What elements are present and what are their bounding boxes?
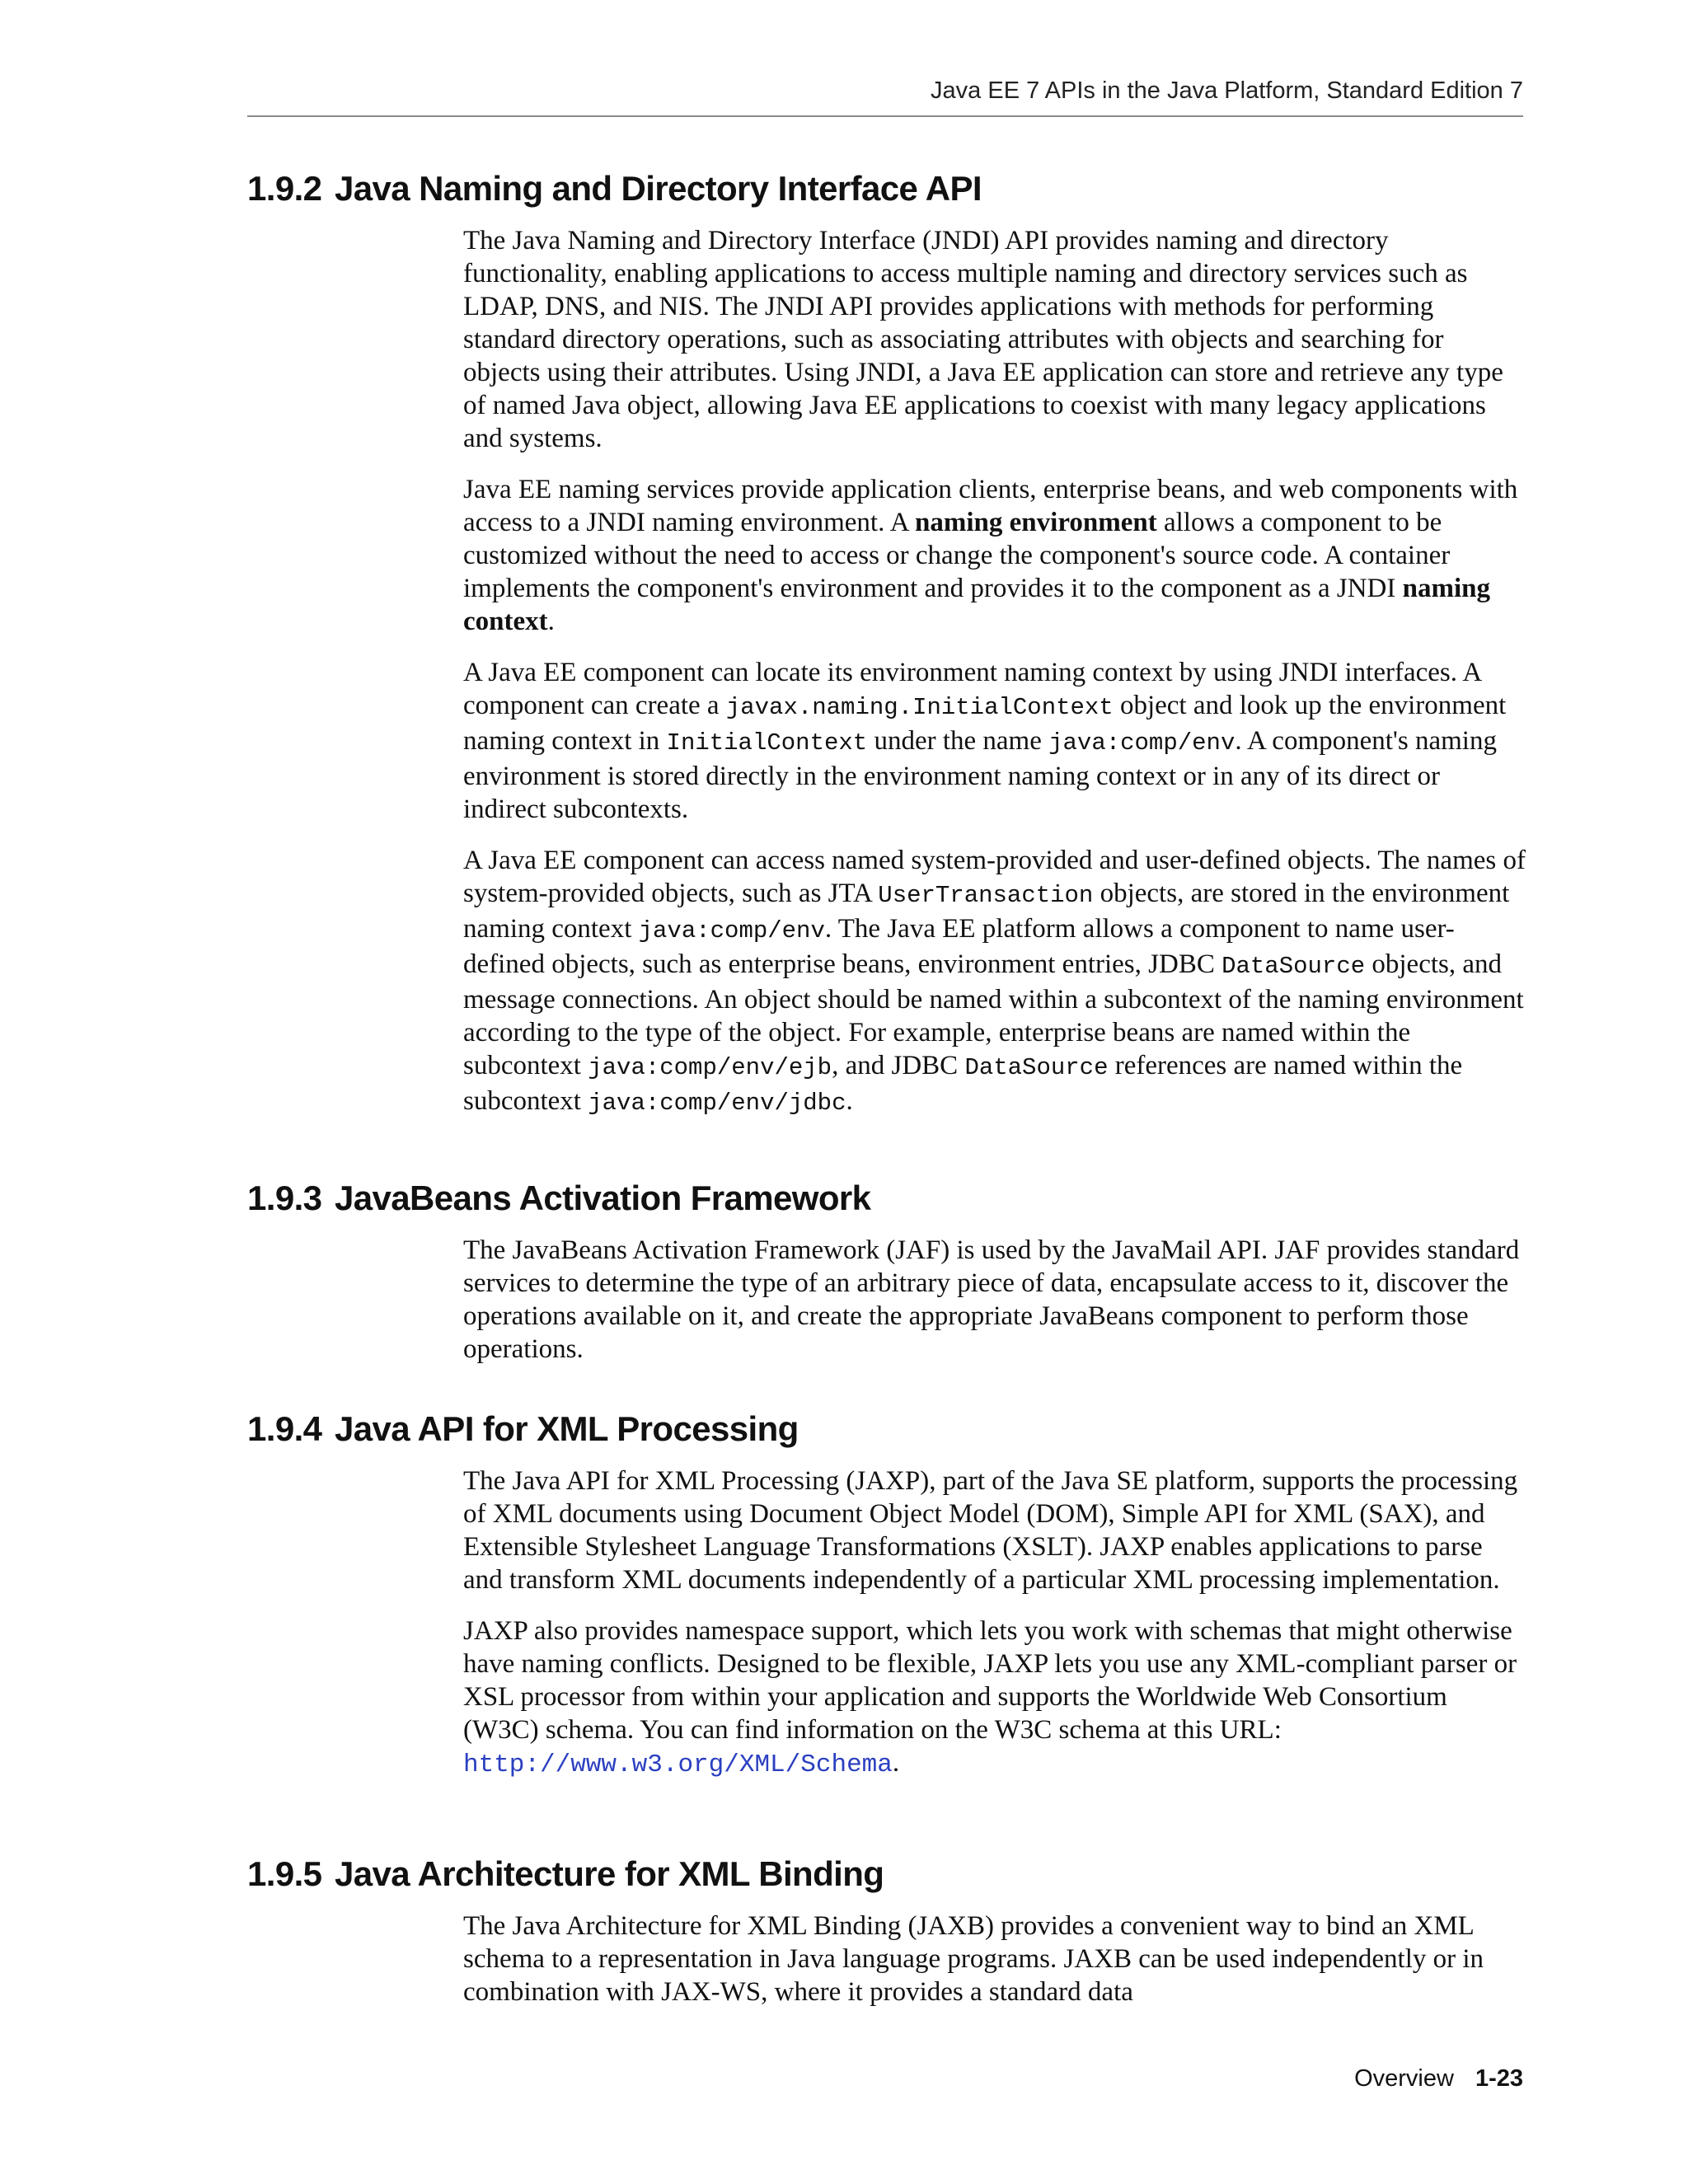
paragraph-text: objects, and message connections. An object should be named within a subcontext of the naming environment according to the type of the object. For example, enterprise beans are named within the subcontext bbox=[463, 949, 1524, 1080]
defined-term: naming context bbox=[463, 574, 1491, 636]
paragraph bbox=[463, 1615, 1526, 1782]
defined-term: naming environment bbox=[915, 508, 1157, 537]
section-title: Java API for XML Processing bbox=[335, 1409, 799, 1448]
paragraph bbox=[463, 224, 1526, 455]
paragraph-text: Java EE naming services provide application clients, enterprise beans, and web components with access to a JNDI naming environment. A bbox=[463, 475, 1518, 537]
paragraph-text: . The Java EE platform allows a component to name user-defined objects, such as enterprise beans, environment entries, JDBC bbox=[463, 914, 1455, 979]
paragraph bbox=[463, 1465, 1526, 1596]
code-literal: java:comp/env/jdbc bbox=[588, 1090, 846, 1117]
section-number: 1.9.2 bbox=[247, 169, 322, 208]
code-literal: DataSource bbox=[964, 1054, 1109, 1081]
code-literal: javax.naming.InitialContext bbox=[725, 694, 1114, 721]
footer-chapter: Overview bbox=[1354, 2065, 1454, 2092]
page-number: 1-23 bbox=[1475, 2065, 1523, 2092]
page-footer bbox=[1354, 2065, 1523, 2093]
section-title: JavaBeans Activation Framework bbox=[335, 1179, 871, 1217]
section-heading-1-9-2 bbox=[247, 169, 982, 209]
page-header bbox=[247, 73, 1523, 117]
paragraph-text: A Java EE component can access named system-provided and user-defined objects. The names of system-provided objects, such as JTA bbox=[463, 846, 1526, 908]
paragraph-text: The Java Naming and Directory Interface (JNDI) API provides naming and directory functionality, enabling applications to access multiple naming and directory services such as LDAP, DNS, and NIS. The JNDI API provides applications with methods for performing standard directory operations, such as associating attributes with objects and searching for objects using their attributes. Using JNDI, a Java EE application can store and retrieve any type of named Java object, allowing Java EE applications to coexist with many legacy applications and systems. bbox=[463, 226, 1503, 453]
paragraph-text: A Java EE component can locate its environment naming context by using JNDI interfaces. A component can create a bbox=[463, 658, 1481, 720]
code-literal: InitialContext bbox=[666, 729, 868, 757]
running-title: Java EE 7 APIs in the Java Platform, Standard Edition 7 bbox=[931, 77, 1523, 104]
schema-url-link[interactable]: http://www.w3.org/XML/Schema bbox=[463, 1750, 893, 1779]
paragraph-text: . bbox=[547, 607, 555, 636]
paragraph-text: under the name bbox=[867, 726, 1049, 756]
code-literal: UserTransaction bbox=[878, 882, 1094, 909]
paragraph-text: objects, are stored in the environment naming context bbox=[463, 879, 1510, 944]
paragraph-text: The Java Architecture for XML Binding (JAXB) provides a convenient way to bind an XML schema to a representation in Java language programs. JAXB can be used independently or in combination with JAX-WS, where it provides a standard data bbox=[463, 1911, 1484, 2007]
section-body-1-9-5 bbox=[463, 1910, 1526, 2008]
paragraph bbox=[463, 656, 1526, 826]
paragraph-text: references are named within the subcontext bbox=[463, 1051, 1463, 1116]
code-literal: DataSource bbox=[1221, 953, 1366, 980]
paragraph bbox=[463, 1910, 1526, 2008]
section-heading-1-9-3 bbox=[247, 1179, 870, 1218]
code-literal: java:comp/env bbox=[1048, 729, 1236, 757]
section-body-1-9-4 bbox=[463, 1465, 1526, 1782]
paragraph-text: . bbox=[892, 1748, 900, 1778]
section-title: Java Naming and Directory Interface API bbox=[335, 169, 982, 208]
code-literal: java:comp/env/ejb bbox=[588, 1054, 832, 1081]
paragraph-text: . A component's naming environment is stored directly in the environment naming context or in any of its direct or indirect subcontexts. bbox=[463, 726, 1497, 824]
paragraph-text: JAXP also provides namespace support, which lets you work with schemas that might otherwise have naming conflicts. Designed to be flexible, JAXP lets you use any XML-compliant parser or XSL processor from within your application and supports the Worldwide Web Consortium (W3C) schema. You can find information on the W3C schema at this URL: bbox=[463, 1616, 1517, 1745]
paragraph bbox=[463, 473, 1526, 638]
paragraph-text: The Java API for XML Processing (JAXP), part of the Java SE platform, supports the processing of XML documents using Document Object Model (DOM), Simple API for XML (SAX), and Extensible Stylesheet Language Transformations (XSLT). JAXP enables applications to parse and transform XML documents independently of a particular XML processing implementation. bbox=[463, 1466, 1518, 1595]
section-number: 1.9.3 bbox=[247, 1179, 322, 1217]
paragraph bbox=[463, 844, 1526, 1120]
section-title: Java Architecture for XML Binding bbox=[335, 1854, 884, 1893]
section-number: 1.9.5 bbox=[247, 1854, 322, 1893]
paragraph-text: . bbox=[846, 1086, 853, 1116]
paragraph bbox=[463, 1234, 1526, 1366]
paragraph-text: allows a component to be customized without the need to access or change the component's source code. A container implements the component's environment and provides it to the component as a JNDI bbox=[463, 508, 1451, 603]
section-heading-1-9-4 bbox=[247, 1409, 799, 1449]
code-literal: java:comp/env bbox=[638, 917, 825, 944]
section-body-1-9-3 bbox=[463, 1234, 1526, 1366]
paragraph-text: The JavaBeans Activation Framework (JAF) is used by the JavaMail API. JAF provides standard services to determine the type of an arbitrary piece of data, encapsulate access to it, discover the operations available on it, and create the appropriate JavaBeans component to perform those operations. bbox=[463, 1235, 1520, 1364]
paragraph-text: , and JDBC bbox=[832, 1051, 965, 1080]
section-number: 1.9.4 bbox=[247, 1409, 322, 1448]
section-body-1-9-2 bbox=[463, 224, 1526, 1120]
paragraph-text: object and look up the environment naming context in bbox=[463, 691, 1507, 756]
section-heading-1-9-5 bbox=[247, 1854, 884, 1894]
